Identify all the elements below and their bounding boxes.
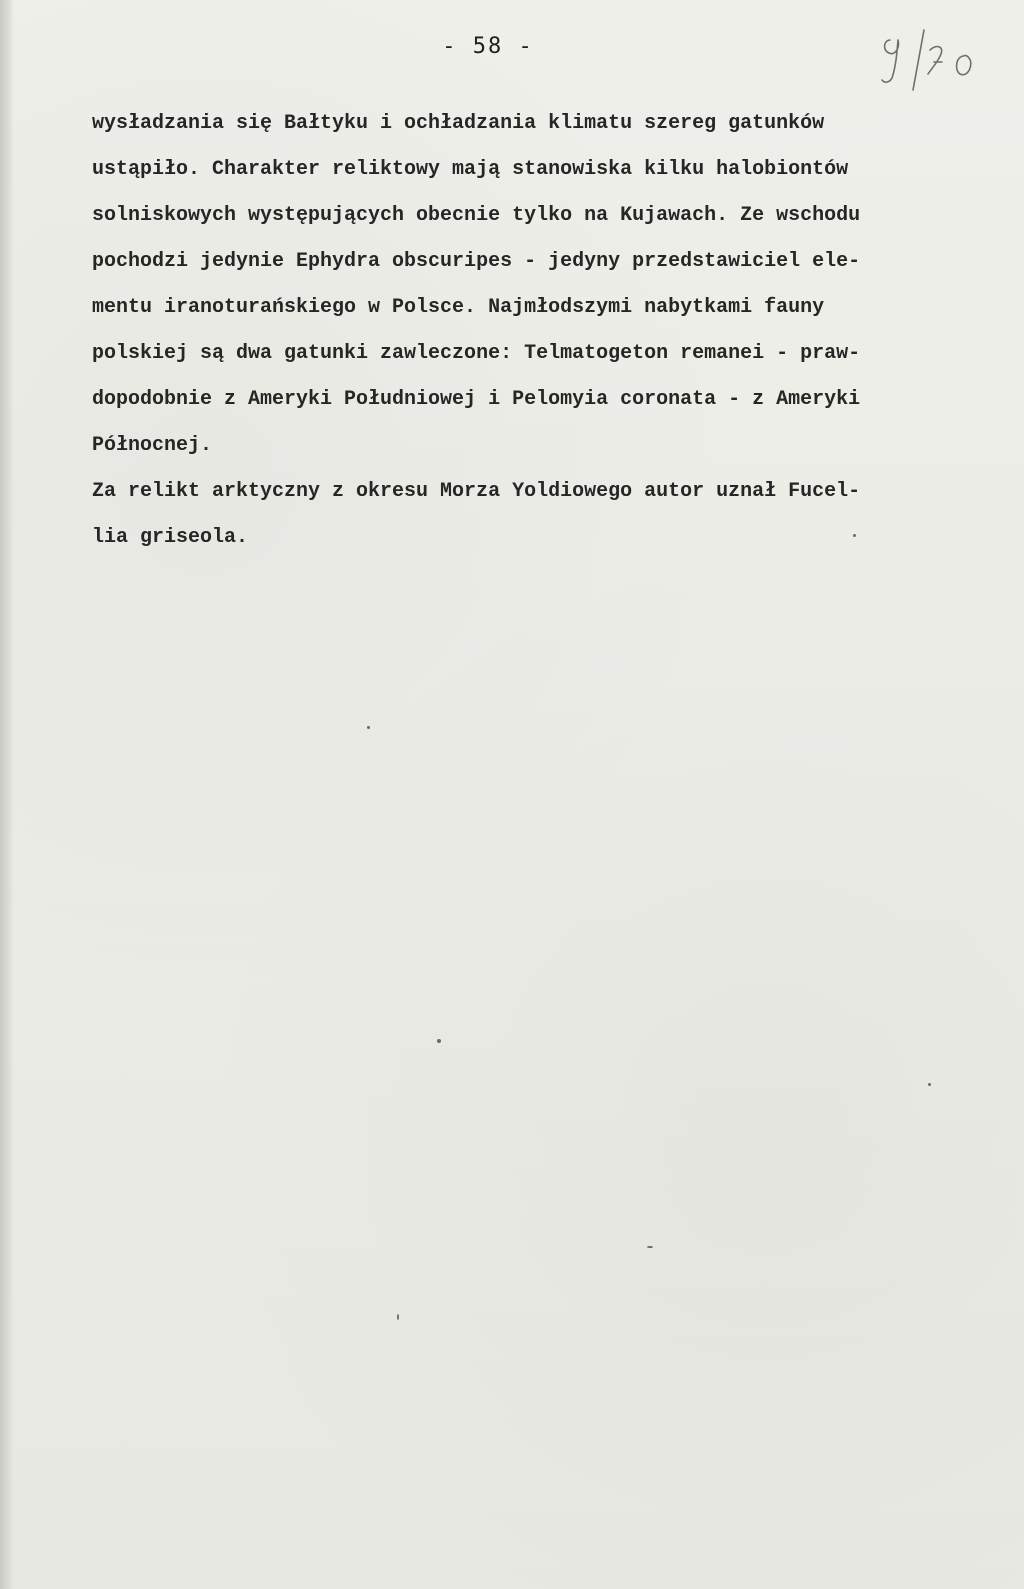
- handwritten-page-mark: [880, 22, 990, 94]
- text-line: Północnej.: [92, 434, 213, 457]
- paper-speck: [853, 534, 856, 537]
- text-line: lia griseola.: [92, 526, 249, 549]
- paper-speck: [928, 1083, 931, 1086]
- text-line: wysładzania się Bałtyku i ochładzania klimatu szereg gatunków: [92, 112, 825, 135]
- paper-speck: [647, 1246, 653, 1248]
- typed-body-text: [92, 101, 1002, 561]
- page-left-edge: [0, 0, 14, 1589]
- text-line: ustąpiło. Charakter reliktowy mają stanowiska kilku halobiontów: [92, 158, 849, 181]
- text-line: mentu iranoturańskiego w Polsce. Najmłodszymi nabytkami fauny: [92, 296, 825, 319]
- text-line: solniskowych występujących obecnie tylko na Kujawach. Ze wschodu: [92, 204, 861, 227]
- paper-speck: [367, 726, 370, 729]
- text-line: dopodobnie z Ameryki Południowej i Pelomyia coronata - z Ameryki: [92, 388, 861, 411]
- text-line: Za relikt arktyczny z okresu Morza Yoldiowego autor uznał Fucel-: [92, 480, 861, 503]
- text-line: pochodzi jedynie Ephydra obscuripes - jedyny przedstawiciel ele-: [92, 250, 861, 273]
- paper-speck: [397, 1314, 399, 1320]
- text-line: polskiej są dwa gatunki zawleczone: Telmatogeton remanei - praw-: [92, 342, 861, 365]
- paper-speck: [437, 1039, 441, 1043]
- page-number: - 58 -: [442, 34, 534, 59]
